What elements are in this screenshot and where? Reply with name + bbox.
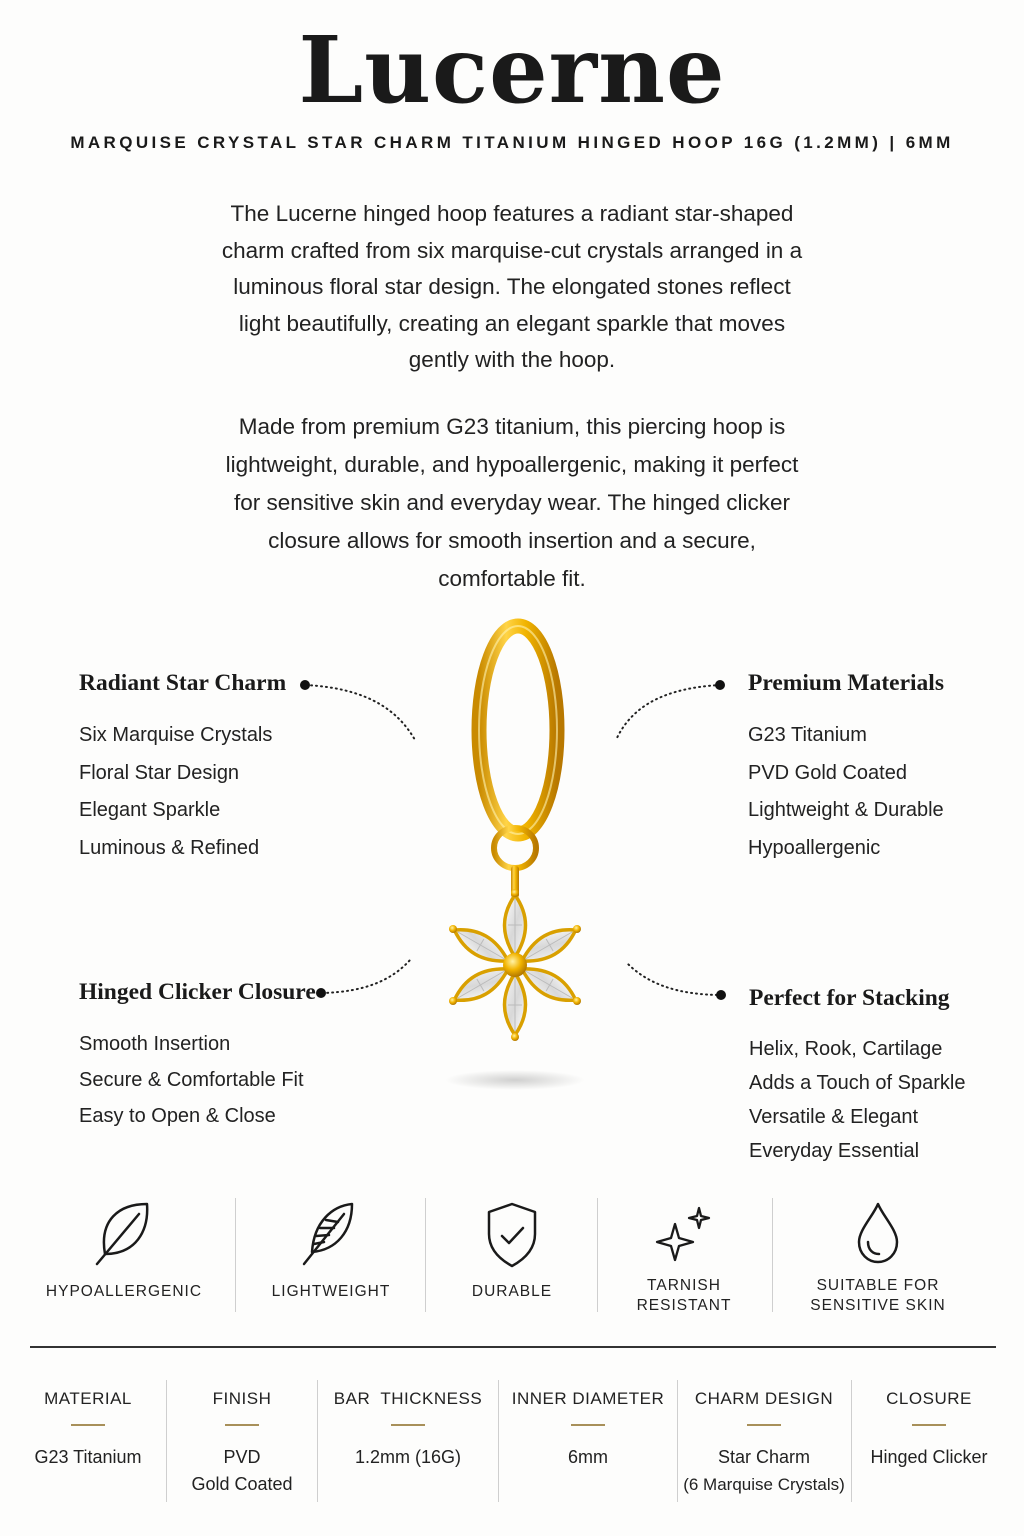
feature-item: Six Marquise Crystals bbox=[79, 724, 273, 746]
connector-dot-top-right bbox=[715, 680, 725, 690]
spec-rule bbox=[225, 1424, 259, 1426]
feature-item: Helix, Rook, Cartilage bbox=[749, 1038, 943, 1060]
spec-value: 6mm bbox=[568, 1447, 608, 1467]
spec-label: CLOSURE bbox=[886, 1389, 972, 1408]
spec-value: Hinged Clicker bbox=[870, 1447, 988, 1467]
connector-dot-bottom-left bbox=[316, 988, 326, 998]
spec-value: Star Charm bbox=[717, 1447, 811, 1467]
connector-bottom-right bbox=[626, 962, 722, 995]
feature-item: Hypoallergenic bbox=[748, 836, 881, 859]
feature-premium-materials bbox=[748, 670, 944, 867]
star-charm bbox=[449, 889, 581, 1041]
feature-hinged-clicker-closure bbox=[79, 979, 316, 1134]
connector-bottom-left bbox=[322, 960, 410, 993]
spec-material bbox=[10, 1380, 166, 1504]
feature-title: Premium Materials bbox=[748, 670, 944, 696]
connector-top-right bbox=[616, 685, 720, 740]
spec-closure bbox=[852, 1380, 1006, 1504]
benefit-label: SUITABLE FOR bbox=[816, 1277, 940, 1294]
product-image bbox=[420, 610, 610, 1100]
benefit-label: SENSITIVE SKIN bbox=[810, 1297, 946, 1314]
feature-item: Everyday Essential bbox=[749, 1140, 920, 1162]
benefit-label: RESISTANT bbox=[636, 1297, 732, 1314]
feature-item: PVD Gold Coated bbox=[748, 761, 907, 784]
spec-rule bbox=[71, 1424, 105, 1426]
benefit-lightweight bbox=[236, 1198, 426, 1316]
spec-inner-diameter bbox=[499, 1380, 677, 1504]
feature-item: Lightweight & Durable bbox=[748, 799, 944, 821]
shield-check-icon bbox=[477, 1198, 547, 1270]
section-divider bbox=[30, 1346, 996, 1348]
spec-rule bbox=[912, 1424, 946, 1426]
description-paragraph-2: Made from premium G23 titanium, this piercing hoop is lightweight, durable, and hypoallergenic, making it perfect for sensitive skin and everyday wear. The hinged clicker closure allows for smooth insertion and a secure, comfortable fit. bbox=[225, 414, 799, 591]
feature-item: Luminous & Refined bbox=[79, 836, 260, 859]
connector-dot-top-left bbox=[300, 680, 310, 690]
feature-item: Versatile & Elegant bbox=[749, 1106, 918, 1128]
feature-item: Adds a Touch of Sparkle bbox=[749, 1072, 966, 1094]
benefit-hypoallergenic bbox=[24, 1198, 224, 1316]
spec-value: G23 Titanium bbox=[34, 1447, 142, 1467]
spec-bar-thickness bbox=[318, 1380, 498, 1504]
spec-label: FINISH bbox=[212, 1389, 272, 1408]
benefit-durable bbox=[426, 1198, 598, 1316]
spec-label: CHARM DESIGN bbox=[694, 1389, 834, 1408]
spec-label: MATERIAL bbox=[44, 1389, 132, 1408]
spec-value: Gold Coated bbox=[191, 1474, 293, 1494]
benefit-tarnish-resistant bbox=[598, 1198, 770, 1316]
feature-item: Smooth Insertion bbox=[79, 1033, 231, 1055]
feather-icon bbox=[296, 1198, 366, 1270]
benefit-label: DURABLE bbox=[471, 1283, 553, 1300]
sparkle-icon bbox=[649, 1198, 719, 1264]
spec-value: (6 Marquise Crystals) bbox=[683, 1475, 845, 1494]
benefit-label: TARNISH bbox=[647, 1277, 721, 1294]
benefit-label: HYPOALLERGENIC bbox=[45, 1283, 203, 1300]
feature-perfect-for-stacking bbox=[749, 985, 965, 1168]
feature-title: Perfect for Stacking bbox=[749, 985, 950, 1011]
feature-item: Elegant Sparkle bbox=[79, 799, 221, 821]
description-paragraph-1: The Lucerne hinged hoop features a radiant star-shaped charm crafted from six marquise-cut crystals arranged in a luminous floral star design. The elongated stones reflect light beautifully, creating an elegant sparkle that moves gently with the hoop. bbox=[221, 201, 803, 372]
connector-top-left bbox=[306, 685, 415, 740]
spec-charm-design bbox=[678, 1380, 850, 1504]
connector-dot-bottom-right bbox=[716, 990, 726, 1000]
feature-title: Hinged Clicker Closure bbox=[79, 979, 316, 1005]
spec-label: INNER DIAMETER bbox=[511, 1389, 665, 1408]
product-title: Lucerne bbox=[298, 16, 726, 124]
droplet-icon bbox=[843, 1198, 913, 1264]
product-subtitle: MARQUISE CRYSTAL STAR CHARM TITANIUM HINGED HOOP 16G (1.2MM) | 6MM bbox=[70, 133, 954, 152]
feature-radiant-star-charm bbox=[79, 670, 286, 867]
spec-rule bbox=[747, 1424, 781, 1426]
spec-value: PVD bbox=[223, 1447, 261, 1467]
feature-item: G23 Titanium bbox=[748, 724, 867, 746]
spec-rule bbox=[391, 1424, 425, 1426]
feature-item: Secure & Comfortable Fit bbox=[79, 1069, 304, 1091]
feature-title: Radiant Star Charm bbox=[79, 670, 287, 696]
leaf-icon bbox=[89, 1198, 159, 1270]
spec-finish bbox=[167, 1380, 317, 1504]
benefit-sensitive-skin bbox=[773, 1198, 983, 1316]
benefit-icons-row bbox=[0, 1198, 1024, 1316]
feature-item: Floral Star Design bbox=[79, 761, 240, 784]
charm-center-bead bbox=[503, 953, 527, 977]
spec-label: BAR THICKNESS bbox=[333, 1389, 483, 1408]
feature-item: Easy to Open & Close bbox=[79, 1105, 276, 1127]
spec-rule bbox=[571, 1424, 605, 1426]
spec-value: 1.2mm (16G) bbox=[354, 1447, 462, 1467]
benefit-label: LIGHTWEIGHT bbox=[271, 1283, 391, 1300]
